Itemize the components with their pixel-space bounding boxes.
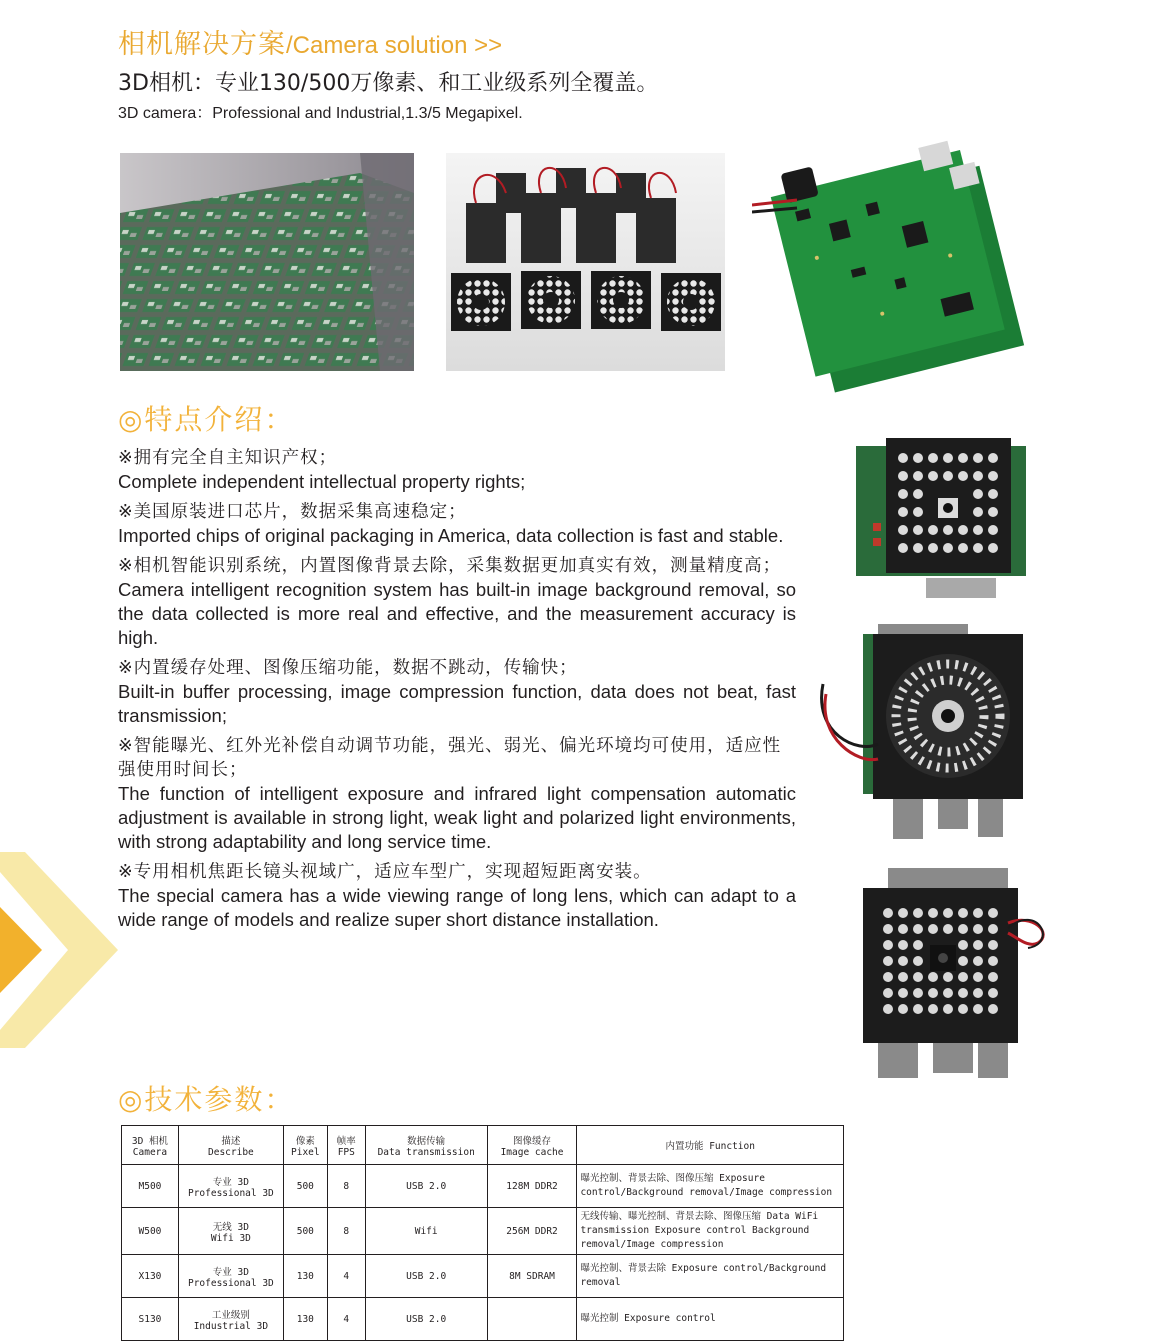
feature-zh: ※内置缓存处理、图像压缩功能，数据不跳动，传输快； xyxy=(118,658,578,678)
cell-function: 无线传输、曝光控制、背景去除、图像压缩 Data WiFi transmission Exposure control Background removal/Image compression xyxy=(577,1208,844,1255)
feature-item xyxy=(118,656,796,728)
cell-fps: 4 xyxy=(327,1255,365,1298)
feature-item xyxy=(118,446,796,494)
features-heading: ◎特点介绍： xyxy=(118,403,295,436)
cell-pixel: 130 xyxy=(283,1298,327,1341)
cell-transfer: USB 2.0 xyxy=(365,1255,487,1298)
cell-transfer: USB 2.0 xyxy=(365,1165,487,1208)
cell-fps: 8 xyxy=(327,1208,365,1255)
cell-describe: 工业级别 Industrial 3D xyxy=(178,1298,283,1341)
col-header-describe: 描述 Describe xyxy=(178,1126,283,1165)
cell-fps: 4 xyxy=(327,1298,365,1341)
feature-en: Complete independent intellectual property rights; xyxy=(118,471,526,492)
cell-model: M500 xyxy=(122,1165,179,1208)
col-header-fps: 帧率 FPS xyxy=(327,1126,365,1165)
cell-function: 曝光控制、背景去除 Exposure control/Background removal xyxy=(577,1255,844,1298)
photo-camera-module-1 xyxy=(848,428,1038,600)
col-header-camera: 3D 相机 Camera xyxy=(122,1126,179,1165)
feature-en: Imported chips of original packaging in America, data collection is fast and stable. xyxy=(118,525,784,546)
feature-item xyxy=(118,734,796,854)
cell-pixel: 500 xyxy=(283,1165,327,1208)
cell-function: 曝光控制、背景去除、图像压缩 Exposure control/Background removal/Image compression xyxy=(577,1165,844,1208)
specs-heading: ◎技术参数： xyxy=(118,1083,295,1116)
cell-cache xyxy=(487,1298,577,1341)
photo-camera-batch xyxy=(446,153,725,371)
feature-zh: ※相机智能识别系统，内置图像背景去除，采集数据更加真实有效，测量精度高； xyxy=(118,556,782,576)
feature-zh: ※智能曝光、红外光补偿自动调节功能，强光、弱光、偏光环境均可使用，适应性强使用时间长； xyxy=(118,736,782,780)
cell-model: W500 xyxy=(122,1208,179,1255)
page-title xyxy=(118,22,502,61)
feature-en: The special camera has a wide viewing range of long lens, which can adapt to a wide range of models and realize super short distance installation. xyxy=(118,885,796,930)
photo-camera-module-3 xyxy=(858,863,1058,1079)
cell-describe: 专业 3D Professional 3D xyxy=(178,1165,283,1208)
feature-item xyxy=(118,554,796,650)
col-header-pixel: 像素 Pixel xyxy=(283,1126,327,1165)
cell-cache: 128M DDR2 xyxy=(487,1165,577,1208)
cell-model: S130 xyxy=(122,1298,179,1341)
title-zh: 相机解决方案 xyxy=(118,29,286,60)
col-header-function: 内置功能 Function xyxy=(577,1126,844,1165)
cell-pixel: 500 xyxy=(283,1208,327,1255)
table-row xyxy=(122,1165,844,1208)
photo-green-pcb xyxy=(752,130,1027,398)
cell-fps: 8 xyxy=(327,1165,365,1208)
photo-board-batch xyxy=(120,153,414,371)
table-row xyxy=(122,1298,844,1341)
cell-model: X130 xyxy=(122,1255,179,1298)
cell-function: 曝光控制 Exposure control xyxy=(577,1298,844,1341)
cell-transfer: USB 2.0 xyxy=(365,1298,487,1341)
feature-zh: ※拥有完全自主知识产权； xyxy=(118,448,338,468)
feature-item xyxy=(118,860,796,932)
subtitle-en: 3D camera：Professional and Industrial,1.3/5 Megapixel. xyxy=(118,105,523,122)
feature-zh: ※专用相机焦距长镜头视域广，适应车型广，实现超短距离安装。 xyxy=(118,862,652,882)
col-header-cache: 图像缓存 Image cache xyxy=(487,1126,577,1165)
photo-camera-module-2 xyxy=(818,624,1023,840)
feature-zh: ※美国原装进口芯片，数据采集高速稳定； xyxy=(118,502,467,522)
feature-en: Camera intelligent recognition system has built-in image background removal, so the data collected is more real and effective, and the measurement accuracy is high. xyxy=(118,579,796,648)
table-row xyxy=(122,1255,844,1298)
feature-item xyxy=(118,500,796,548)
cell-describe: 专业 3D Professional 3D xyxy=(178,1255,283,1298)
cell-transfer: Wifi xyxy=(365,1208,487,1255)
feature-en: Built-in buffer processing, image compression function, data does not beat, fast transmission; xyxy=(118,681,796,726)
features-list xyxy=(118,446,796,938)
table-row xyxy=(122,1208,844,1255)
chevron-decoration xyxy=(0,852,120,1052)
feature-en: The function of intelligent exposure and infrared light compensation automatic adjustment is available in strong light, weak light and polarized light environments, with strong adaptability and long service time. xyxy=(118,783,796,852)
col-header-transfer: 数据传输 Data transmission xyxy=(365,1126,487,1165)
cell-pixel: 130 xyxy=(283,1255,327,1298)
subtitle-zh: 3D相机：专业130/500万像素、和工业级系列全覆盖。 xyxy=(118,71,659,96)
cell-cache: 8M SDRAM xyxy=(487,1255,577,1298)
table-header-row xyxy=(122,1126,844,1165)
cell-cache: 256M DDR2 xyxy=(487,1208,577,1255)
title-en: /Camera solution >> xyxy=(286,32,503,59)
specs-table xyxy=(121,1125,844,1341)
cell-describe: 无线 3D Wifi 3D xyxy=(178,1208,283,1255)
